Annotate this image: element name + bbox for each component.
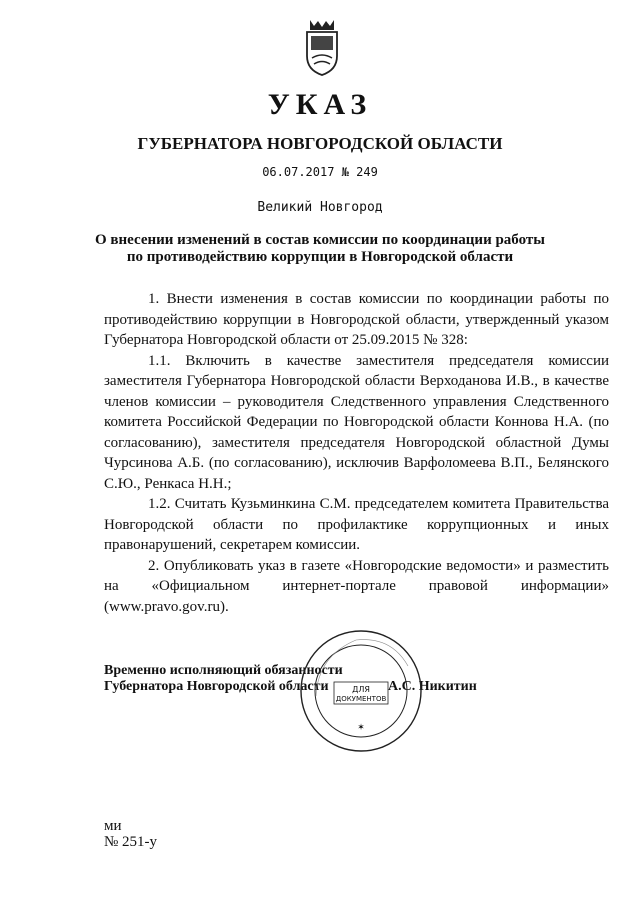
- footer-number: № 251-у: [104, 834, 158, 850]
- signature-line-2: Губернатора Новгородской области: [104, 679, 329, 694]
- document-heading: [60, 232, 580, 266]
- document-subtitle: ГУБЕРНАТОРА НОВГОРОДСКОЙ ОБЛАСТИ: [137, 134, 503, 153]
- document-title: УКАЗ: [267, 88, 373, 121]
- heading-line-2: по противодействию коррупции в Новгородской области: [126, 249, 514, 265]
- paragraph-1-2: 1.2. Считать Кузьминкина С.М. председателем комитета Правительства Новгородской области по профилактике коррупционных и иных правонарушений, секретарем комиссии.: [104, 496, 609, 553]
- svg-text:ДОКУМЕНТОВ: ДОКУМЕНТОВ: [335, 695, 387, 703]
- paragraph-1: 1. Внести изменения в состав комиссии по координации работы по противодействию коррупции в Новгородской области, утвержденный указом Губернатора Новгородской области от 25.09.2015 № 328:: [104, 291, 609, 348]
- footer-initials: ми: [104, 818, 122, 834]
- heading-line-1: О внесении изменений в состав комиссии по координации работы: [95, 232, 545, 248]
- paragraph-1-1: 1.1. Включить в качестве заместителя председателя комиссии заместителя Губернатора Новгородской области Верходанова И.В., в качестве членов комиссии – руководителя Следственного управления Следственного комитета Российской Федерации по Новгородской области Коннова Н.А. (по согласованию), заместителя председателя Новгородской областной Думы Чурсинова А.Б. (по согласованию), исключив Варфоломеева В.П., Белянского С.Ю., Ренкаса Н.Н.;: [104, 352, 609, 492]
- signature-name: А.С. Никитин: [388, 679, 477, 694]
- document-city: Великий Новгород: [257, 200, 383, 215]
- signature-line-1: Временно исполняющий обязанности: [104, 663, 343, 678]
- document-body: [104, 289, 609, 617]
- footer-block: [104, 818, 157, 850]
- document-dateline: 06.07.2017 № 249: [262, 165, 378, 179]
- paragraph-2: 2. Опубликовать указ в газете «Новгородские ведомости» и разместить на «Официальном интернет-портале правовой информации» (www.pravo.gov.ru).: [104, 557, 609, 615]
- svg-text:ДЛЯ: ДЛЯ: [352, 685, 370, 694]
- coat-of-arms-icon: [302, 18, 342, 78]
- svg-text:✶: ✶: [357, 723, 365, 733]
- official-stamp: [296, 626, 426, 756]
